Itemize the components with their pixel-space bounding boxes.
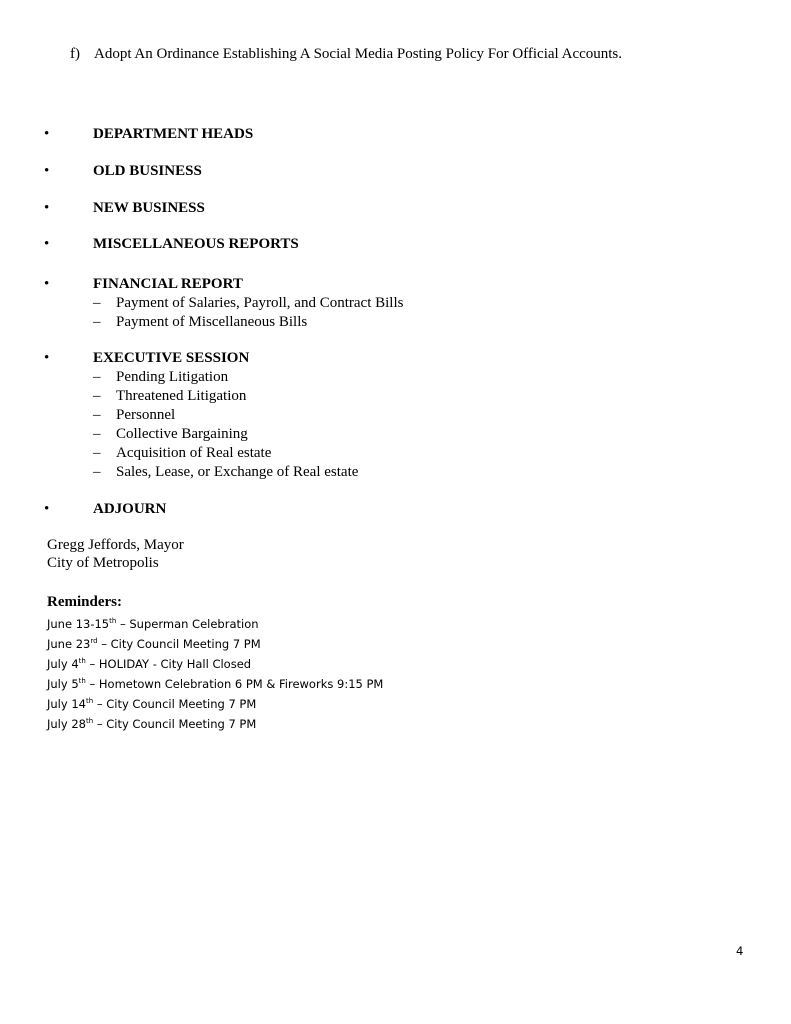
section-heading: FINANCIAL REPORT <box>93 276 243 292</box>
list-item-text: Sales, Lease, or Exchange of Real estate <box>116 464 359 480</box>
bullet-icon: • <box>44 200 50 216</box>
reminder-ordinal: th <box>78 657 86 666</box>
reminder-text: – City Council Meeting 7 PM <box>93 717 257 731</box>
reminder-entry <box>47 654 383 674</box>
item-marker: f) <box>70 46 80 62</box>
bullet-icon: • <box>44 163 50 179</box>
signature-name: Gregg Jeffords, Mayor <box>47 537 184 553</box>
reminder-ordinal: th <box>85 697 94 706</box>
dash-icon: – <box>93 314 101 330</box>
bullet-icon: • <box>44 501 50 517</box>
reminder-ordinal: th <box>85 717 94 726</box>
list-item <box>93 368 358 387</box>
reminders-block <box>47 593 383 734</box>
signature-org: City of Metropolis <box>47 555 159 571</box>
reminder-date: July 14 <box>47 697 86 711</box>
reminder-date: July 4 <box>47 657 79 671</box>
reminder-text: – City Council Meeting 7 PM <box>93 697 257 711</box>
page-number: 4 <box>736 944 744 958</box>
reminder-ordinal: th <box>78 677 86 686</box>
section-heading: OLD BUSINESS <box>93 163 202 179</box>
dash-icon: – <box>93 445 101 461</box>
section-heading: DEPARTMENT HEADS <box>93 126 254 142</box>
reminder-date: July 5 <box>47 677 79 691</box>
sub-item-list <box>93 368 358 482</box>
reminder-text: – HOLIDAY - City Hall Closed <box>85 657 252 671</box>
reminder-text: – Hometown Celebration 6 PM & Fireworks 9:15 PM <box>85 677 384 691</box>
dash-icon: – <box>93 295 101 311</box>
list-item <box>93 425 358 444</box>
list-item-text: Payment of Salaries, Payroll, and Contract Bills <box>116 295 404 311</box>
bullet-icon: • <box>44 350 50 366</box>
bullet-icon: • <box>44 276 50 292</box>
section-heading: EXECUTIVE SESSION <box>93 350 250 366</box>
bullet-icon: • <box>44 236 50 252</box>
reminder-ordinal: rd <box>90 637 98 646</box>
reminder-entry <box>47 714 383 734</box>
bullet-icon: • <box>44 126 50 142</box>
dash-icon: – <box>93 388 101 404</box>
dash-icon: – <box>93 464 101 480</box>
list-item <box>93 444 358 463</box>
list-item-text: Collective Bargaining <box>116 426 248 442</box>
reminder-date: July 28 <box>47 717 86 731</box>
agenda-item-f <box>70 46 622 63</box>
list-item-text: Threatened Litigation <box>116 388 247 404</box>
section-heading: MISCELLANEOUS REPORTS <box>93 236 299 252</box>
dash-icon: – <box>93 407 101 423</box>
dash-icon: – <box>93 369 101 385</box>
item-text: Adopt An Ordinance Establishing A Social Media Posting Policy For Official Accounts. <box>94 46 623 62</box>
list-item <box>93 313 403 332</box>
reminder-entry <box>47 614 383 634</box>
signature-block <box>47 536 184 572</box>
list-item-text: Personnel <box>116 407 176 423</box>
reminder-entry <box>47 634 383 654</box>
reminder-text: – City Council Meeting 7 PM <box>97 637 261 651</box>
section-heading: NEW BUSINESS <box>93 200 205 216</box>
reminder-date: June 23 <box>47 637 91 651</box>
reminder-date: June 13-15 <box>47 617 110 631</box>
list-item <box>93 406 358 425</box>
list-item <box>93 387 358 406</box>
reminder-entry <box>47 694 383 714</box>
list-item <box>93 294 403 313</box>
sub-item-list <box>93 294 403 332</box>
dash-icon: – <box>93 426 101 442</box>
list-item-text: Payment of Miscellaneous Bills <box>116 314 308 330</box>
reminder-ordinal: th <box>109 617 117 626</box>
reminder-text: – Superman Celebration <box>116 617 259 631</box>
list-item <box>93 463 358 482</box>
reminders-title: Reminders: <box>47 594 122 610</box>
list-item-text: Pending Litigation <box>116 369 229 385</box>
section-heading: ADJOURN <box>93 501 167 517</box>
list-item-text: Acquisition of Real estate <box>116 445 272 461</box>
reminder-entry <box>47 674 383 694</box>
